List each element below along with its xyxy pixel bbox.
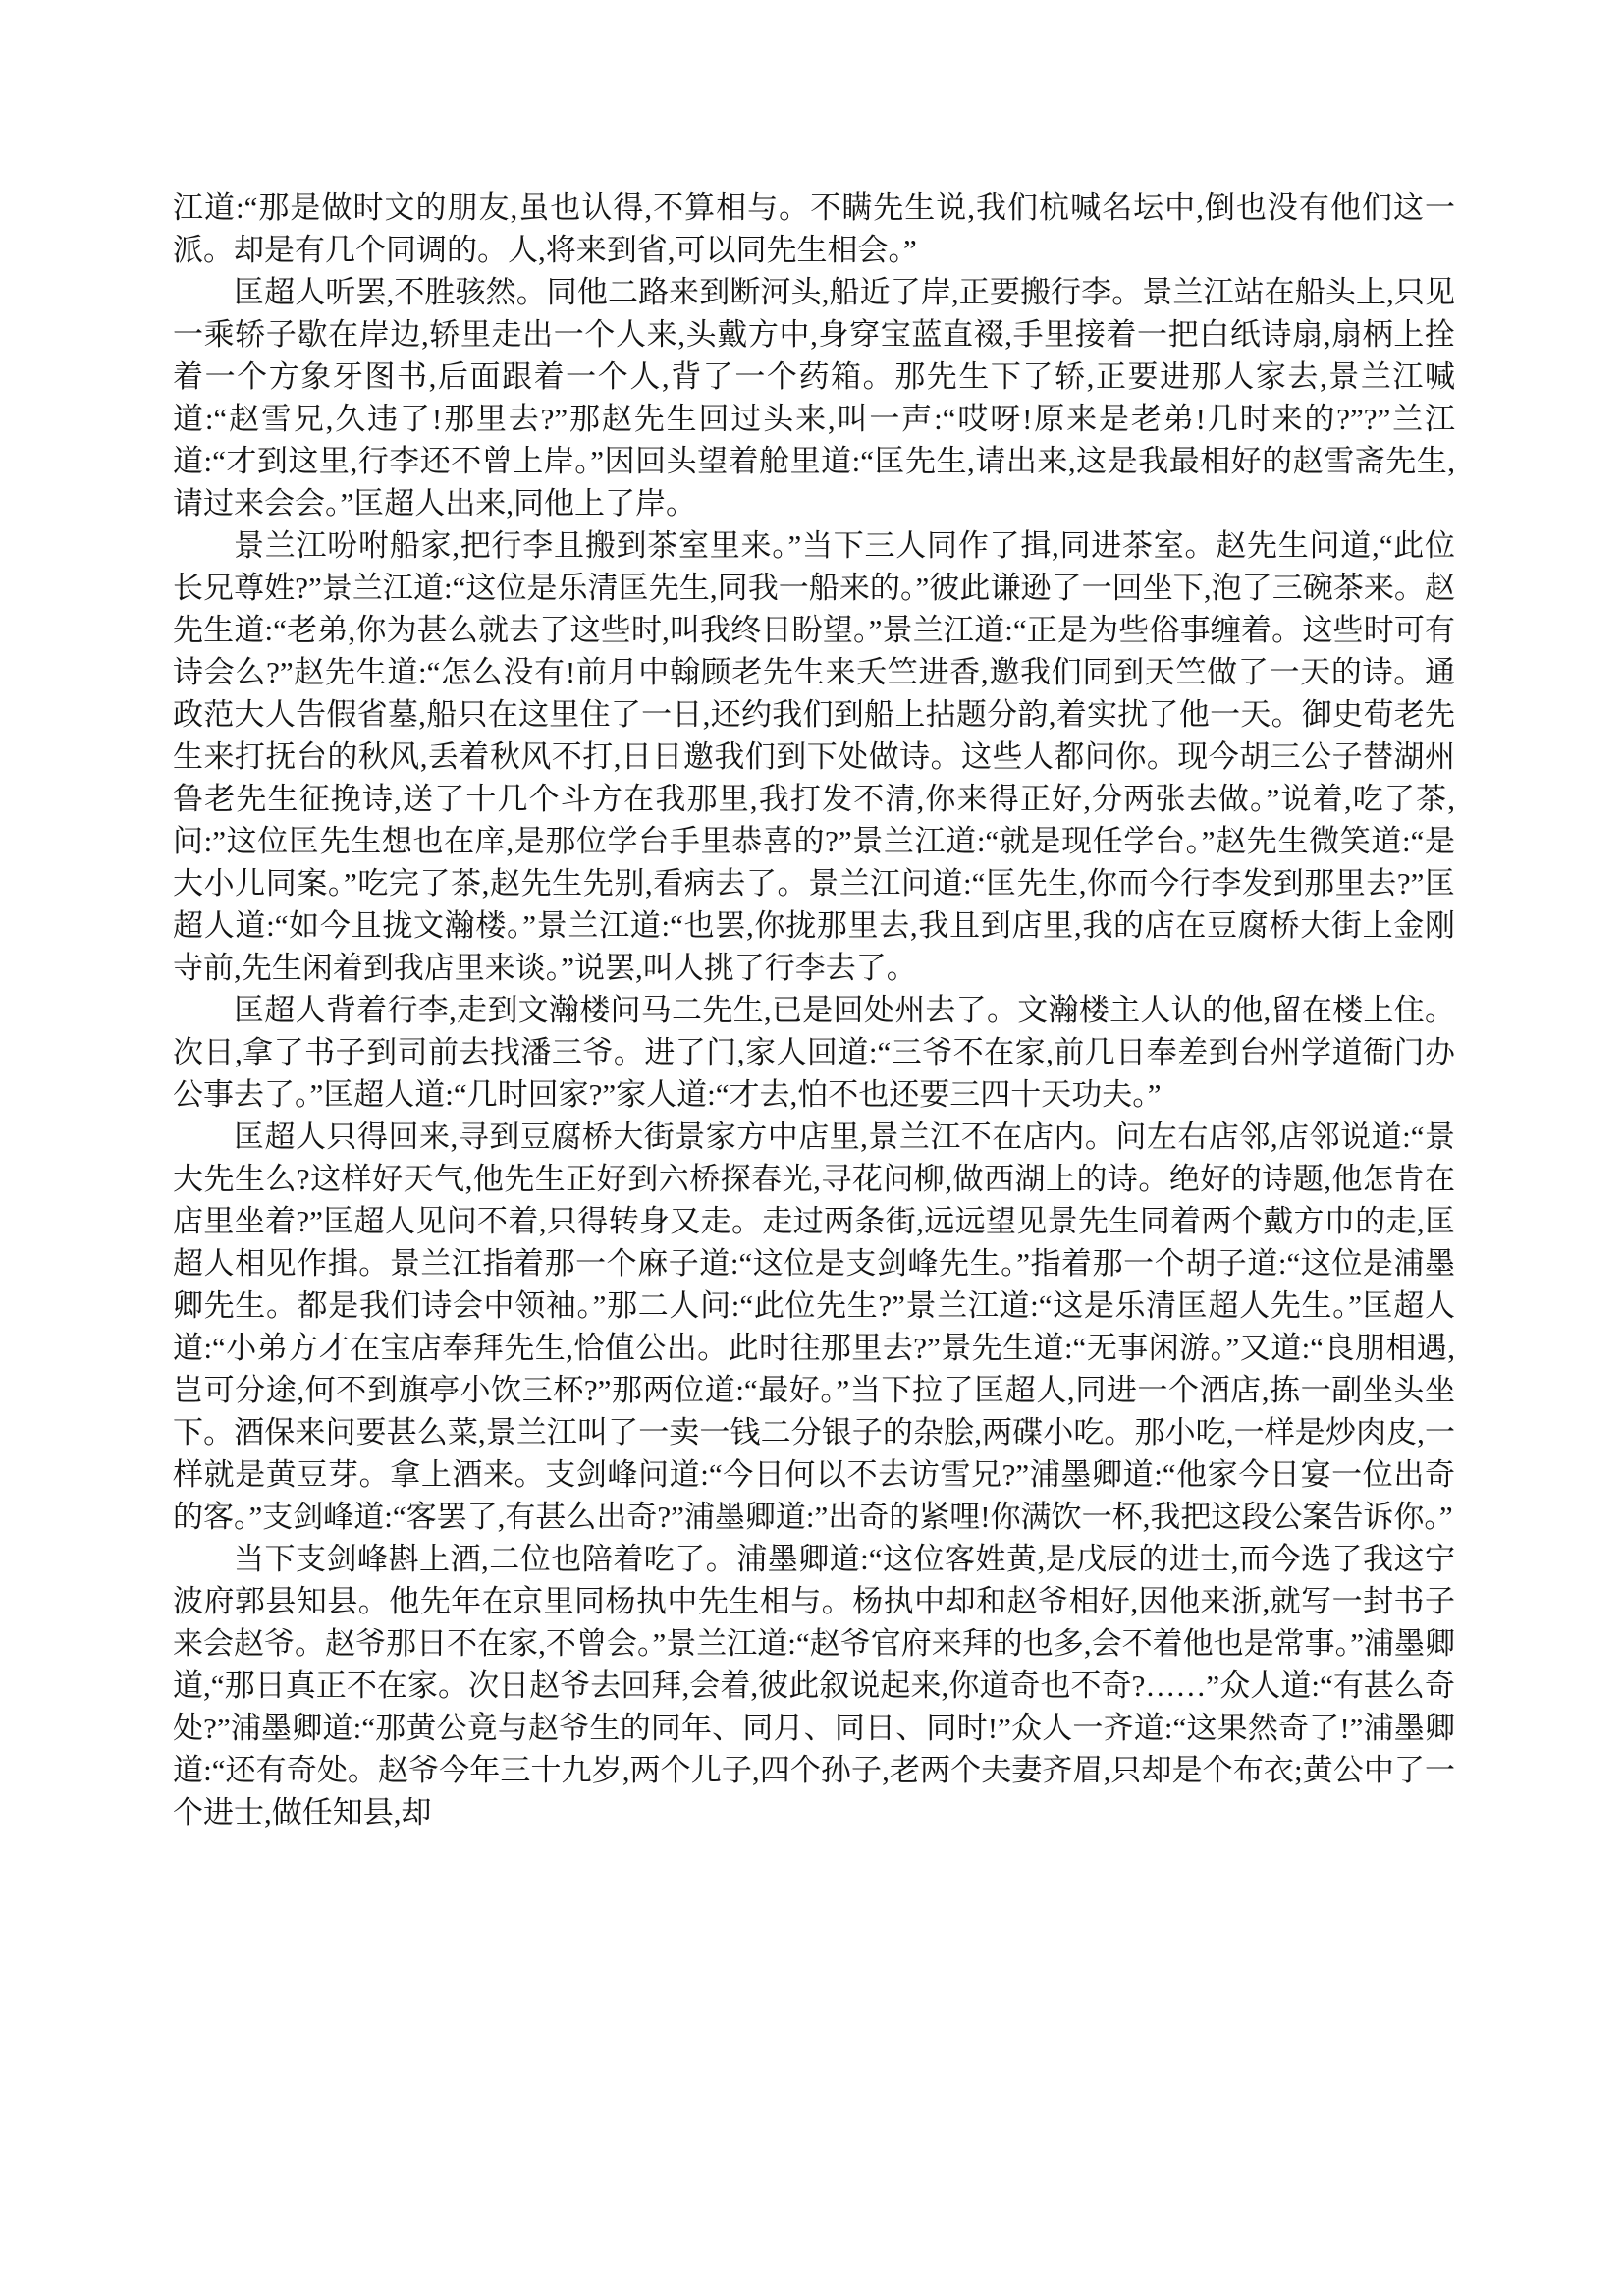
paragraph: 匡超人听罢,不胜骇然。同他二路来到断河头,船近了岸,正要搬行李。景兰江站在船头上,只见一乘轿子歇在岸边,轿里走出一个人来,头戴方中,身穿宝蓝直裰,手里接着一把白纸诗扇,扇柄上拴着一个方象牙图书,后面跟着一个人,背了一个药箱。那先生下了轿,正要进那人家去,景兰江喊道:“赵雪兄,久违了!那里去?”那赵先生回过头来,叫一声:“哎呀!原来是老弟!几时来的?”?”兰江道:“才到这里,行李还不曾上岸。”因回头望着舱里道:“匡先生,请出来,这是我最相好的赵雪斋先生,请过来会会。”匡超人出来,同他上了岸。 <box>173 275 1455 520</box>
paragraph: 当下支剑峰斟上酒,二位也陪着吃了。浦墨卿道:“这位客姓黄,是戊辰的进士,而今选了我这宁波府郭县知县。他先年在京里同杨执中先生相与。杨执中却和赵爷相好,因他来浙,就写一封书子来会赵爷。赵爷那日不在家,不曾会。”景兰江道:“赵爷官府来拜的也多,会不着他也是常事。”浦墨卿道,“那日真正不在家。次日赵爷去回拜,会着,彼此叙说起来,你道奇也不奇?……”众人道:“有甚么奇处?”浦墨卿道:“那黄公竟与赵爷生的同年、同月、同日、同时!”众人一齐道:“这果然奇了!”浦墨卿道:“还有奇处。赵爷今年三十九岁,两个儿子,四个孙子,老两个夫妻齐眉,只却是个布衣;黄公中了一个进士,做任知县,却 <box>173 1542 1455 1830</box>
page-text <box>173 187 1455 1833</box>
paragraph: 匡超人只得回来,寻到豆腐桥大街景家方中店里,景兰江不在店内。问左右店邻,店邻说道:“景大先生么?这样好天气,他先生正好到六桥探春光,寻花问柳,做西湖上的诗。绝好的诗题,他怎肯在店里坐着?”匡超人见问不着,只得转身又走。走过两条街,远远望见景先生同着两个戴方巾的走,匡超人相见作揖。景兰江指着那一个麻子道:“这位是支剑峰先生。”指着那一个胡子道:“这位是浦墨卿先生。都是我们诗会中领袖。”那二人问:“此位先生?”景兰江道:“这是乐清匡超人先生。”匡超人道:“小弟方才在宝店奉拜先生,恰值公出。此时往那里去?”景先生道:“无事闲游。”又道:“良朋相遇,岂可分途,何不到旗亭小饮三杯?”那两位道:“最好。”当下拉了匡超人,同进一个酒店,拣一副坐头坐下。酒保来问要甚么菜,景兰江叫了一卖一钱二分银子的杂脍,两碟小吃。那小吃,一样是炒肉皮,一样就是黄豆芽。拿上酒来。支剑峰问道:“今日何以不去访雪兄?”浦墨卿道:“他家今日宴一位出奇的客。”支剑峰道:“客罢了,有甚么出奇?”浦墨卿道:”出奇的紧哩!你满饮一杯,我把这段公案告诉你。” <box>173 1120 1455 1534</box>
paragraph: 匡超人背着行李,走到文瀚楼问马二先生,已是回处州去了。文瀚楼主人认的他,留在楼上住。次日,拿了书子到司前去找潘三爷。进了门,家人回道:“三爷不在家,前几日奉差到台州学道衙门办公事去了。”匡超人道:“几时回家?”家人道:“才去,怕不也还要三四十天功夫。” <box>173 993 1455 1112</box>
paragraph: 江道:“那是做时文的朋友,虽也认得,不算相与。不瞒先生说,我们杭喊名坛中,倒也没有他们这一派。却是有几个同调的。人,将来到省,可以同先生相会。” <box>173 191 1455 267</box>
paragraph: 景兰江吩咐船家,把行李且搬到茶室里来。”当下三人同作了揖,同进茶室。赵先生问道,“此位长兄尊姓?”景兰江道:“这位是乐清匡先生,同我一船来的。”彼此谦逊了一回坐下,泡了三碗茶来。赵先生道:“老弟,你为甚么就去了这些时,叫我终日盼望。”景兰江道:“正是为些俗事缠着。这些时可有诗会么?”赵先生道:“怎么没有!前月中翰顾老先生来夭竺进香,邀我们同到天竺做了一天的诗。通政范大人告假省墓,船只在这里住了一日,还约我们到船上拈题分韵,着实扰了他一天。御史荀老先生来打抚台的秋风,丢着秋风不打,日日邀我们到下处做诗。这些人都问你。现今胡三公子替湖州鲁老先生征挽诗,送了十几个斗方在我那里,我打发不清,你来得正好,分两张去做。”说着,吃了茶,问:”这位匡先生想也在庠,是那位学台手里恭喜的?”景兰江道:“就是现任学台。”赵先生微笑道:“是大小儿同案。”吃完了茶,赵先生先别,看病去了。景兰江问道:“匡先生,你而今行李发到那里去?”匡超人道:“如今且拢文瀚楼。”景兰江道:“也罢,你拢那里去,我且到店里,我的店在豆腐桥大街上金刚寺前,先生闲着到我店里来谈。”说罢,叫人挑了行李去了。 <box>173 528 1455 985</box>
